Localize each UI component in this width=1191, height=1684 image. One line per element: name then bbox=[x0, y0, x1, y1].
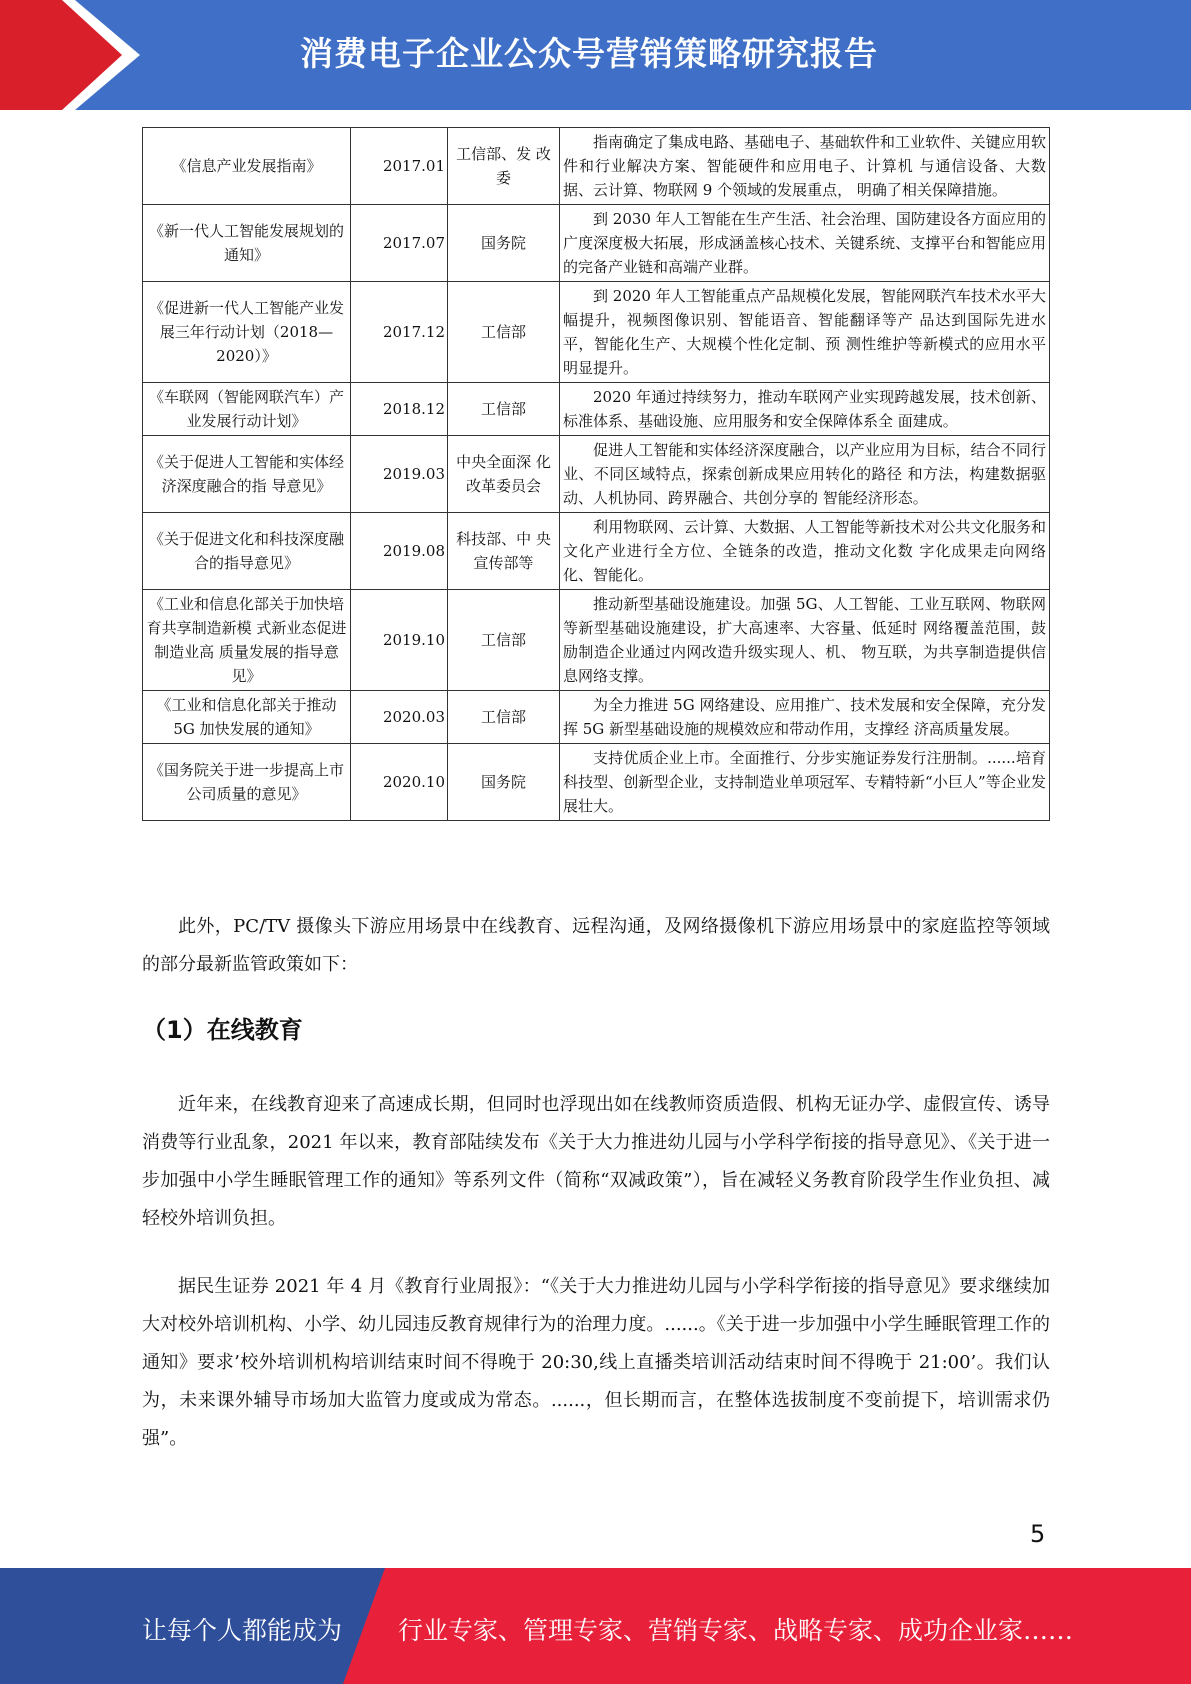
report-title: 消费电子企业公众号营销策略研究报告 bbox=[300, 34, 878, 73]
policy-description-cell: 推动新型基础设施建设。加强 5G、人工智能、工业互联网、物联网等新型基础设施建设，扩大高速率、大容量、低延时 网络覆盖范围，鼓励制造企业通过内网改造升级实现人、机、 物互联，为共享制造提供信息网络支撑。 bbox=[560, 590, 1050, 691]
intro-paragraph: 此外，PC/TV 摄像头下游应用场景中在线教育、远程沟通，及网络摄像机下游应用场景中的家庭监控等领域的部分最新监管政策如下： bbox=[142, 916, 1050, 975]
policy-department-cell: 科技部、中 央宣传部等 bbox=[448, 513, 560, 590]
policy-department-cell: 工信部 bbox=[448, 383, 560, 436]
policy-name-cell: 《国务院关于进一步提高上市公司质量的意见》 bbox=[143, 744, 351, 821]
policy-name-cell: 《工业和信息化部关于推动 5G 加快发展的通知》 bbox=[143, 691, 351, 744]
policy-name-cell: 《促进新一代人工智能产业发展三年行动计划（2018—2020）》 bbox=[143, 282, 351, 383]
footer-slogan-right: 行业专家、管理专家、营销专家、战略专家、成功企业家…… bbox=[398, 1616, 1074, 1645]
policy-description-cell: 支持优质企业上市。全面推行、分步实施证券发行注册制。......培育科技型、创新型企业，支持制造业单项冠军、专精特新“小巨人”等企业发展壮大。 bbox=[560, 744, 1050, 821]
policy-department-cell: 工信部 bbox=[448, 691, 560, 744]
page-number: 5 bbox=[1030, 1520, 1046, 1548]
policy-date-cell: 2018.12 bbox=[351, 383, 448, 436]
policy-description-cell: 2020 年通过持续努力，推动车联网产业实现跨越发展，技术创新、标准体系、基础设施、应用服务和安全保障体系全 面建成。 bbox=[560, 383, 1050, 436]
page-header bbox=[0, 0, 1191, 110]
policy-date-cell: 2019.08 bbox=[351, 513, 448, 590]
policy-name-cell: 《关于促进人工智能和实体经济深度融合的指 导意见》 bbox=[143, 436, 351, 513]
policy-department-cell: 工信部 bbox=[448, 282, 560, 383]
policy-description-cell: 到 2020 年人工智能重点产品规模化发展，智能网联汽车技术水平大幅提升，视频图像识别、智能语音、智能翻译等产 品达到国际先进水平，智能化生产、大规模个性化定制、预 测性维护等新模式的应用水平明显提升。 bbox=[560, 282, 1050, 383]
page-footer bbox=[0, 1568, 1191, 1684]
policy-description-cell: 到 2030 年人工智能在生产生活、社会治理、国防建设各方面应用的广度深度极大拓展，形成涵盖核心技术、关键系统、支撑平台和智能应用的完备产业链和高端产业群。 bbox=[560, 205, 1050, 282]
table-row bbox=[143, 128, 1050, 205]
table-row bbox=[143, 590, 1050, 691]
online-education-paragraph-2: 据民生证券 2021 年 4 月《教育行业周报》：“《关于大力推进幼儿园与小学科学衔接的指导意见》要求继续加大对校外培训机构、小学、幼儿园违反教育规律行为的治理力度。......。《关于进一步加强中小学生睡眠管理工作的通知》要求’校外培训机构培训结束时间不得晚于 20:30,线上直播类培训活动结束时间不得晚于 21:00’。我们认为，未来课外辅导市场加大监管力度或成为常态。......，但长期而言，在整体选拔制度不变前提下，培训需求仍强”。 bbox=[142, 1276, 1050, 1449]
policy-name-cell: 《信息产业发展指南》 bbox=[143, 128, 351, 205]
policy-date-cell: 2017.07 bbox=[351, 205, 448, 282]
table-row bbox=[143, 744, 1050, 821]
online-education-paragraph-1: 近年来，在线教育迎来了高速成长期，但同时也浮现出如在线教师资质造假、机构无证办学、虚假宣传、诱导消费等行业乱象，2021 年以来，教育部陆续发布《关于大力推进幼儿园与小学科学衔接的指导意见》、《关于进一步加强中小学生睡眠管理工作的通知》等系列文件（简称“双减政策”），旨在减轻义务教育阶段学生作业负担、减轻校外培训负担。 bbox=[142, 1094, 1050, 1229]
section-heading-online-education: （1）在线教育 bbox=[142, 1016, 303, 1044]
policy-date-cell: 2019.03 bbox=[351, 436, 448, 513]
policy-name-cell: 《新一代人工智能发展规划的通知》 bbox=[143, 205, 351, 282]
policy-department-cell: 中央全面深 化改革委员会 bbox=[448, 436, 560, 513]
policy-name-cell: 《车联网（智能网联汽车）产业发展行动计划》 bbox=[143, 383, 351, 436]
table-row bbox=[143, 436, 1050, 513]
table-row bbox=[143, 282, 1050, 383]
policy-date-cell: 2020.03 bbox=[351, 691, 448, 744]
footer-slogan-left: 让每个人都能成为 bbox=[142, 1616, 343, 1645]
table-row bbox=[143, 383, 1050, 436]
policy-table bbox=[142, 127, 1050, 821]
policy-description-cell: 指南确定了集成电路、基础电子、基础软件和工业软件、关键应用软件和行业解决方案、智能硬件和应用电子、计算机 与通信设备、大数据、云计算、物联网 9 个领域的发展重点， 明确了相关保障措施。 bbox=[560, 128, 1050, 205]
policy-date-cell: 2017.12 bbox=[351, 282, 448, 383]
policy-description-cell: 利用物联网、云计算、大数据、人工智能等新技术对公共文化服务和文化产业进行全方位、全链条的改造，推动文化数 字化成果走向网络化、智能化。 bbox=[560, 513, 1050, 590]
policy-department-cell: 国务院 bbox=[448, 205, 560, 282]
table-row bbox=[143, 691, 1050, 744]
policy-department-cell: 国务院 bbox=[448, 744, 560, 821]
table-row bbox=[143, 205, 1050, 282]
table-row bbox=[143, 513, 1050, 590]
policy-description-cell: 促进人工智能和实体经济深度融合，以产业应用为目标，结合不同行业、不同区域特点，探索创新成果应用转化的路径 和方法，构建数据驱动、人机协同、跨界融合、共创分享的 智能经济形态。 bbox=[560, 436, 1050, 513]
policy-name-cell: 《关于促进文化和科技深度融合的指导意见》 bbox=[143, 513, 351, 590]
policy-date-cell: 2017.01 bbox=[351, 128, 448, 205]
policy-date-cell: 2020.10 bbox=[351, 744, 448, 821]
policy-department-cell: 工信部 bbox=[448, 590, 560, 691]
policy-name-cell: 《工业和信息化部关于加快培育共享制造新模 式新业态促进制造业高 质量发展的指导意见》 bbox=[143, 590, 351, 691]
policy-description-cell: 为全力推进 5G 网络建设、应用推广、技术发展和安全保障，充分发挥 5G 新型基础设施的规模效应和带动作用，支撑经 济高质量发展。 bbox=[560, 691, 1050, 744]
policy-department-cell: 工信部、发 改委 bbox=[448, 128, 560, 205]
policy-date-cell: 2019.10 bbox=[351, 590, 448, 691]
header-red-arrow-decoration bbox=[0, 0, 150, 110]
